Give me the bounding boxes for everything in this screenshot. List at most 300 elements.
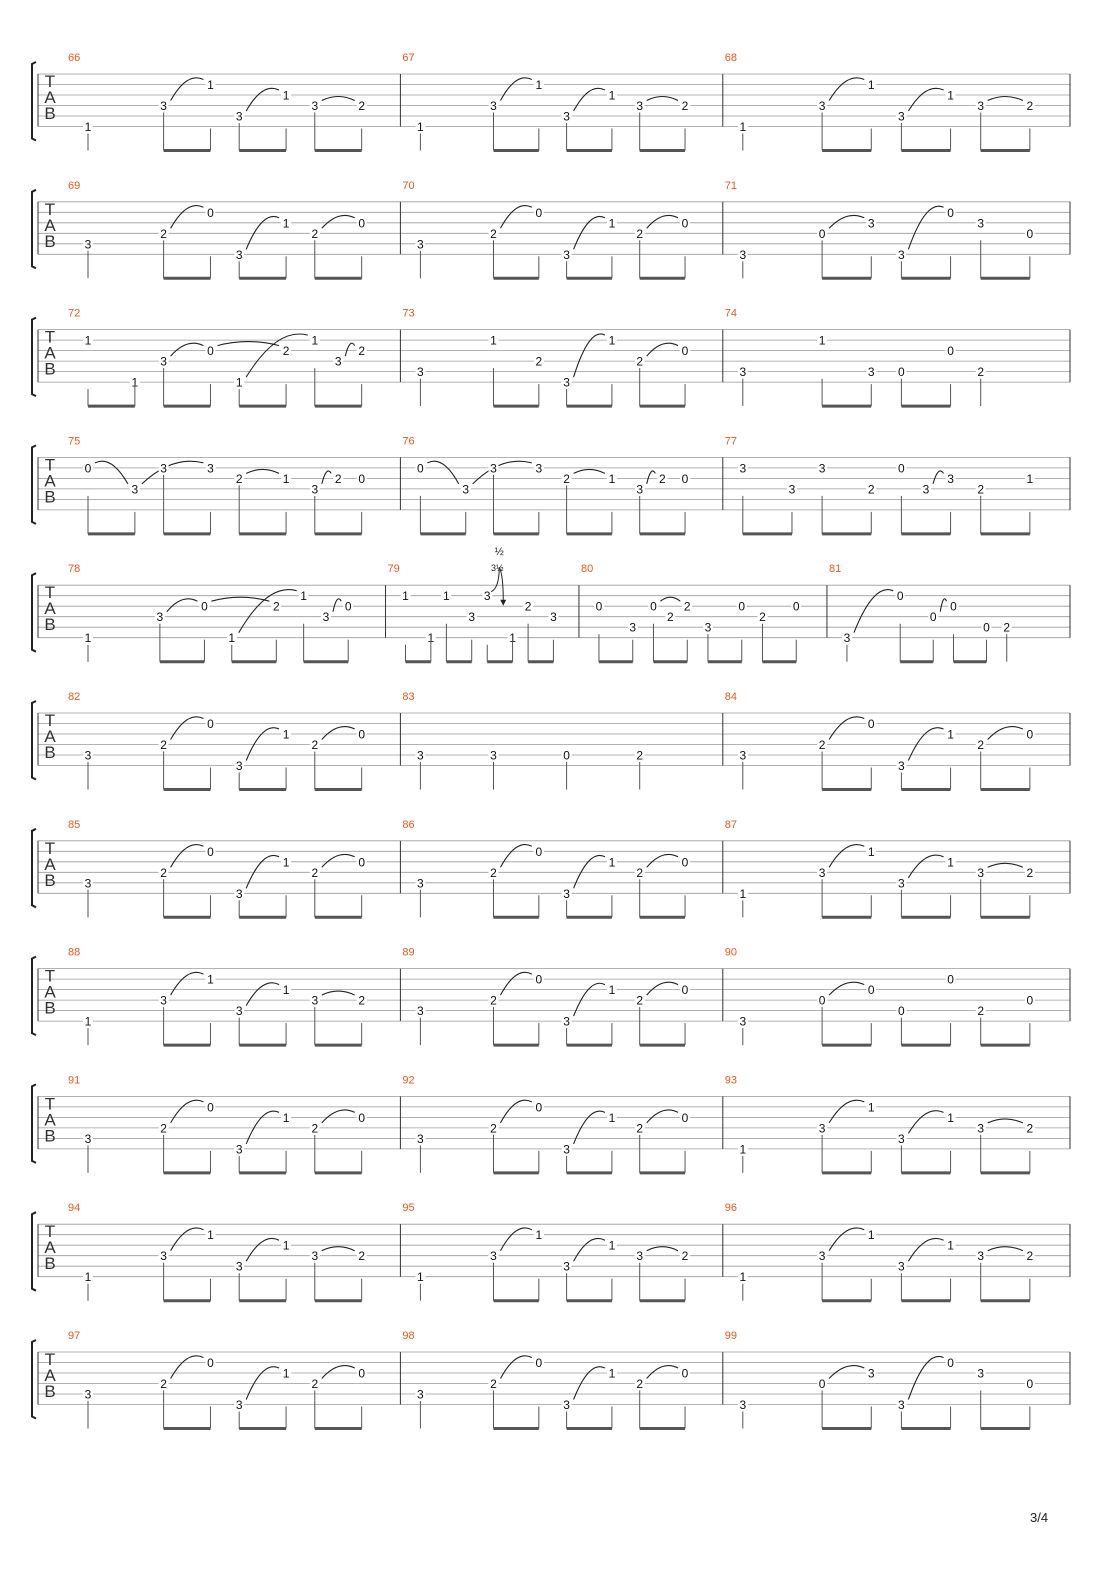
system-bracket	[32, 190, 36, 268]
fret-number: 0	[207, 1356, 214, 1370]
fret-number: 0	[358, 216, 366, 231]
fret-number: 2	[490, 993, 497, 1008]
fret-number: 0	[1026, 226, 1034, 241]
tie-arc	[322, 97, 355, 101]
fret-number: 0	[818, 1377, 826, 1391]
fret-number: 2	[524, 599, 532, 614]
tie-arc	[829, 1228, 864, 1251]
fret-number: 3	[843, 631, 851, 646]
system-bracket	[32, 318, 36, 397]
system-bracket	[32, 1340, 36, 1419]
fret-number: 1	[739, 120, 747, 134]
tie-arc	[988, 97, 1023, 101]
fret-number: 1	[947, 1110, 954, 1125]
tie-arc	[829, 982, 864, 995]
fret-number: 3	[977, 865, 985, 880]
fret-number: 1	[867, 844, 875, 859]
fret-number: 1	[443, 589, 450, 604]
fret-number: 3	[235, 1142, 243, 1157]
measure-number: 71	[724, 179, 738, 192]
bend-value: 3½	[490, 563, 504, 574]
tie-arc	[908, 728, 943, 761]
fret-number: 3	[818, 461, 826, 476]
fret-number: 3	[490, 99, 497, 113]
measure-number: 81	[828, 563, 842, 576]
measure-number: 89	[402, 946, 415, 959]
fret-number: 1	[131, 375, 139, 390]
system-bracket	[32, 62, 36, 141]
tie-arc	[829, 78, 864, 101]
tie-arc	[322, 215, 355, 228]
fret-number: 3	[311, 482, 319, 497]
fret-number: 0	[947, 1356, 954, 1370]
fret-number: 2	[636, 748, 644, 763]
measure-number: 66	[68, 52, 81, 64]
tab-clef-letter: B	[44, 487, 56, 507]
fret-number: 0	[358, 727, 366, 742]
fret-number: 3	[636, 99, 644, 113]
fret-number: 3	[739, 1398, 747, 1412]
measure-number: 83	[402, 691, 415, 703]
tie-arc	[171, 1228, 204, 1251]
tie-arc	[647, 471, 656, 484]
fret-number: 3	[977, 1366, 985, 1381]
fret-number: 2	[636, 1377, 644, 1391]
fret-number: 3	[160, 461, 167, 476]
tie-arc	[574, 216, 605, 249]
fret-number: 1	[84, 120, 92, 134]
fret-number: 3	[898, 1259, 905, 1274]
fret-number: 3	[739, 461, 747, 476]
fret-number: 0	[681, 344, 689, 359]
measure-number: 69	[68, 179, 81, 192]
tie-arc	[988, 727, 1023, 740]
fret-number: 3	[334, 354, 342, 369]
fret-number: 3	[160, 993, 167, 1008]
tie-arc	[647, 1366, 678, 1379]
fret-number: 0	[201, 599, 208, 614]
fret-number: 2	[636, 865, 644, 880]
measure-number: 95	[402, 1202, 415, 1215]
fret-number: 3	[898, 247, 905, 262]
fret-number: 1	[947, 88, 954, 103]
fret-number: 1	[282, 216, 290, 231]
fret-number: 2	[659, 471, 666, 486]
tie-arc	[829, 215, 864, 228]
fret-number: 1	[608, 1110, 616, 1125]
fret-number: 2	[535, 354, 543, 369]
tie-arc	[246, 1111, 279, 1144]
fret-number: 1	[608, 333, 616, 348]
fret-number: 1	[207, 78, 214, 92]
tab-clef-letter: T	[44, 966, 56, 986]
fret-number: 3	[490, 461, 497, 476]
tab-clef-letter: A	[44, 727, 56, 746]
measure-number: 90	[724, 946, 738, 959]
tie-arc	[322, 1247, 355, 1251]
fret-number: 3	[131, 482, 139, 497]
tie-arc	[647, 97, 678, 101]
fret-number: 1	[509, 631, 516, 646]
fret-number: 2	[490, 1377, 497, 1391]
tie-arc	[246, 1238, 279, 1261]
fret-number: 0	[818, 226, 826, 241]
measure-number: 96	[724, 1202, 738, 1215]
fret-number: 1	[947, 727, 954, 742]
tie-arc	[171, 1100, 204, 1123]
fret-number: 2	[311, 865, 319, 880]
tab-clef-letter: B	[44, 104, 56, 123]
measure-number: 73	[402, 307, 415, 320]
fret-number: 0	[358, 471, 366, 486]
fret-number: 1	[739, 1270, 747, 1285]
fret-number: 2	[160, 1377, 167, 1391]
fret-number: 0	[681, 855, 689, 870]
measure-number: 86	[402, 818, 415, 831]
fret-number: 1	[490, 333, 497, 348]
measure-number: 97	[68, 1330, 81, 1342]
tie-arc	[171, 972, 204, 995]
fret-number: 1	[311, 333, 319, 348]
tie-arc	[574, 855, 605, 888]
fret-number: 2	[358, 1249, 366, 1264]
tie-arc	[647, 854, 678, 867]
tie-arc	[246, 855, 279, 888]
fret-number: 3	[563, 109, 570, 124]
fret-number: 2	[1026, 865, 1034, 880]
fret-number: 1	[282, 1238, 290, 1253]
tie-arc	[940, 599, 946, 612]
fret-number: 2	[358, 344, 366, 359]
fret-number: 3	[483, 589, 491, 604]
tab-clef-letter: A	[44, 854, 56, 874]
fret-number: 0	[1026, 1377, 1034, 1391]
measure-number: 80	[580, 563, 594, 576]
measure-number: 76	[402, 435, 415, 448]
fret-number: 1	[608, 471, 616, 486]
measure-number: 92	[402, 1074, 415, 1087]
fret-number: 2	[490, 1121, 497, 1136]
fret-number: 1	[235, 375, 243, 390]
tab-clef-letter: B	[44, 359, 56, 379]
measure-number: 72	[68, 307, 81, 320]
tab-clef-letter: T	[44, 199, 56, 219]
fret-number: 3	[818, 1121, 826, 1136]
tie-arc	[829, 717, 864, 740]
fret-number: 3	[818, 865, 826, 880]
fret-number: 1	[417, 120, 424, 134]
tie-arc	[501, 1356, 532, 1379]
fret-number: 2	[759, 610, 766, 625]
tab-clef-letter: T	[44, 72, 56, 91]
fret-number: 2	[1026, 99, 1034, 113]
fret-number: 3	[898, 876, 905, 891]
tie-arc	[211, 597, 269, 601]
fret-number: 0	[681, 1110, 689, 1125]
measure-number: 85	[68, 818, 81, 831]
fret-number: 0	[1026, 993, 1034, 1008]
tie-arc	[829, 1366, 864, 1379]
tab-clef-letter: T	[44, 1350, 56, 1369]
tie-arc	[322, 991, 355, 995]
fret-number: 1	[739, 1142, 747, 1157]
fret-number: 2	[977, 1004, 985, 1019]
fret-number: 0	[207, 717, 214, 731]
measure-number: 67	[402, 52, 415, 64]
fret-number: 3	[235, 1398, 243, 1412]
fret-number: 3	[235, 886, 243, 901]
tie-arc	[988, 1119, 1023, 1123]
fret-number: 0	[563, 748, 570, 763]
tie-arc	[322, 727, 355, 740]
tie-arc	[501, 1100, 532, 1123]
tab-clef-letter: T	[44, 327, 56, 347]
fret-number: 3	[704, 620, 712, 635]
fret-number: 0	[947, 344, 954, 359]
fret-number: 1	[207, 972, 214, 987]
tab-clef-letter: A	[44, 1366, 56, 1385]
fret-number: 2	[334, 471, 342, 486]
fret-number: 2	[818, 738, 826, 752]
fret-number: 3	[977, 216, 985, 231]
tie-arc	[660, 597, 680, 601]
fret-number: 0	[595, 599, 603, 614]
tie-arc	[167, 599, 198, 612]
fret-number: 0	[681, 983, 689, 998]
fret-number: 1	[535, 78, 543, 92]
fret-number: 2	[490, 226, 497, 241]
system-bracket	[32, 701, 36, 780]
measure-number: 70	[402, 179, 415, 192]
tie-arc	[322, 1366, 355, 1379]
tab-clef-letter: T	[44, 711, 56, 730]
fret-number: 3	[417, 1387, 424, 1402]
measure-number: 84	[724, 691, 738, 703]
tie-arc	[829, 1100, 864, 1123]
measure-number: 77	[724, 435, 738, 448]
fret-number: 0	[896, 589, 904, 604]
fret-number: 1	[1026, 471, 1034, 486]
tie-arc	[647, 1247, 678, 1251]
tab-clef-letter: B	[44, 998, 56, 1018]
fret-number: 1	[608, 983, 616, 998]
fret-number: 0	[358, 1110, 366, 1125]
fret-number: 3	[898, 109, 905, 124]
tie-arc	[647, 343, 678, 356]
tab-clef-letter: A	[44, 343, 56, 363]
fret-number: 0	[358, 855, 366, 870]
tie-arc	[574, 469, 605, 473]
fret-number: 3	[417, 748, 424, 763]
fret-number: 1	[300, 589, 307, 604]
fret-number: 3	[417, 365, 424, 380]
fret-number: 3	[417, 1004, 424, 1019]
fret-number: 2	[358, 99, 366, 113]
fret-number: 2	[667, 610, 674, 625]
fret-number: 0	[535, 844, 543, 859]
fret-number: 2	[1026, 1249, 1034, 1264]
tab-clef-letter: T	[44, 455, 56, 475]
fret-number: 2	[636, 993, 644, 1008]
fret-number: 0	[344, 599, 352, 614]
fret-number: 0	[818, 993, 826, 1008]
measure-number: 78	[68, 563, 81, 576]
release-arrowhead	[500, 600, 506, 606]
fret-number: 0	[535, 972, 543, 987]
tie-arc	[246, 728, 279, 761]
fret-number: 2	[636, 354, 644, 369]
fret-number: 3	[550, 610, 557, 625]
system-bracket	[32, 1084, 36, 1163]
fret-number: 3	[867, 365, 875, 380]
fret-number: 1	[282, 983, 290, 998]
fret-number: 0	[867, 983, 875, 998]
tie-arc	[647, 982, 678, 995]
fret-number: 0	[207, 1100, 214, 1115]
measure-number: 98	[402, 1330, 415, 1342]
tie-arc	[574, 1238, 605, 1261]
measure-number: 87	[724, 818, 738, 831]
tab-clef-letter: B	[44, 1382, 56, 1401]
fret-number: 0	[1026, 727, 1034, 742]
tie-arc	[171, 1356, 204, 1379]
fret-number: 1	[608, 1238, 616, 1253]
fret-number: 0	[417, 461, 424, 476]
fret-number: 0	[867, 717, 875, 731]
fret-number: 2	[358, 993, 366, 1008]
fret-number: 1	[608, 1366, 616, 1381]
fret-number: 2	[977, 738, 985, 752]
tie-arc	[246, 983, 279, 1006]
fret-number: 1	[867, 1228, 875, 1243]
measure-number: 94	[68, 1202, 81, 1215]
tie-arc	[171, 78, 204, 101]
tie-arc	[246, 88, 279, 111]
fret-number: 1	[739, 886, 747, 901]
fret-number: 0	[681, 216, 689, 231]
fret-number: 0	[207, 844, 214, 859]
measure-number: 91	[68, 1074, 81, 1087]
fret-number: 0	[681, 1366, 689, 1381]
tie-arc	[322, 1110, 355, 1123]
tie-arc	[171, 343, 204, 356]
system-bracket	[32, 1212, 36, 1291]
tie-arc	[427, 461, 458, 484]
fret-number: 2	[160, 1121, 167, 1136]
fret-number: 2	[311, 1121, 319, 1136]
fret-number: 1	[417, 1270, 424, 1285]
tab-clef-letter: A	[44, 215, 56, 235]
fret-number: 1	[84, 1014, 92, 1029]
fret-number: 0	[898, 365, 905, 380]
tie-arc	[246, 1367, 279, 1400]
fret-number: 3	[84, 1131, 92, 1146]
tab-clef-letter: T	[44, 1094, 56, 1114]
fret-number: 0	[650, 599, 657, 614]
fret-number: 0	[535, 1356, 543, 1370]
tie-arc	[908, 1111, 943, 1134]
fret-number: 3	[490, 748, 497, 763]
tab-clef-letter: A	[44, 1238, 56, 1258]
tab-clef-letter: B	[44, 1254, 56, 1274]
fret-number: 1	[84, 1270, 92, 1285]
fret-number: 0	[358, 1366, 366, 1381]
measure-number: 68	[724, 52, 738, 64]
tie-arc	[217, 342, 279, 346]
fret-number: 3	[563, 1259, 570, 1274]
fret-number: 1	[608, 855, 616, 870]
tab-clef-letter: B	[44, 231, 56, 251]
fret-number: 3	[788, 482, 796, 497]
system-bracket	[32, 573, 36, 652]
fret-number: 2	[160, 865, 167, 880]
tie-arc	[829, 845, 864, 868]
fret-number: 3	[636, 482, 644, 497]
fret-number: 3	[322, 610, 330, 625]
fret-number: 1	[207, 1228, 214, 1243]
fret-number: 3	[535, 461, 543, 476]
fret-number: 3	[977, 1121, 985, 1136]
fret-number: 2	[490, 865, 497, 880]
system-bracket	[32, 445, 36, 524]
fret-number: 3	[417, 876, 424, 891]
tab-clef-letter: T	[44, 1222, 56, 1242]
tie-arc	[501, 972, 532, 995]
fret-number: 3	[311, 1249, 319, 1264]
tie-arc	[333, 599, 341, 612]
fret-number: 3	[867, 1366, 875, 1381]
fret-number: 1	[282, 88, 290, 103]
fret-number: 3	[563, 886, 570, 901]
fret-number: 3	[417, 237, 424, 252]
system-bracket	[32, 957, 36, 1036]
tie-arc	[501, 78, 532, 101]
fret-number: 1	[608, 216, 616, 231]
tie-arc	[574, 1111, 605, 1144]
fret-number: 2	[867, 482, 875, 497]
fret-number: 2	[311, 738, 319, 752]
tie-arc	[322, 854, 355, 867]
fret-number: 3	[235, 1004, 243, 1019]
fret-number: 1	[818, 333, 826, 348]
fret-number: 3	[468, 610, 476, 625]
tie-arc	[574, 983, 605, 1016]
fret-number: 0	[681, 471, 689, 486]
fret-number: 1	[608, 88, 616, 103]
fret-number: 2	[160, 226, 167, 241]
fret-number: 3	[922, 482, 930, 497]
fret-number: 3	[160, 354, 167, 369]
fret-number: 1	[867, 1100, 875, 1115]
fret-number: 3	[636, 1249, 644, 1264]
fret-number: 0	[947, 972, 954, 987]
fret-number: 3	[867, 216, 875, 231]
fret-number: 0	[792, 599, 800, 614]
tie-arc	[988, 1247, 1023, 1251]
fret-number: 1	[84, 631, 92, 646]
fret-number: 3	[947, 471, 954, 486]
fret-number: 3	[898, 1131, 905, 1146]
fret-number: 3	[160, 1249, 167, 1264]
fret-number: 3	[977, 1249, 985, 1264]
measure-number: 74	[724, 307, 738, 320]
fret-number: 3	[490, 1249, 497, 1264]
fret-number: 3	[235, 109, 243, 124]
tie-arc	[908, 855, 943, 878]
tab-clef-letter: B	[44, 870, 56, 890]
fret-number: 3	[417, 1131, 424, 1146]
fret-number: 2	[683, 599, 691, 614]
